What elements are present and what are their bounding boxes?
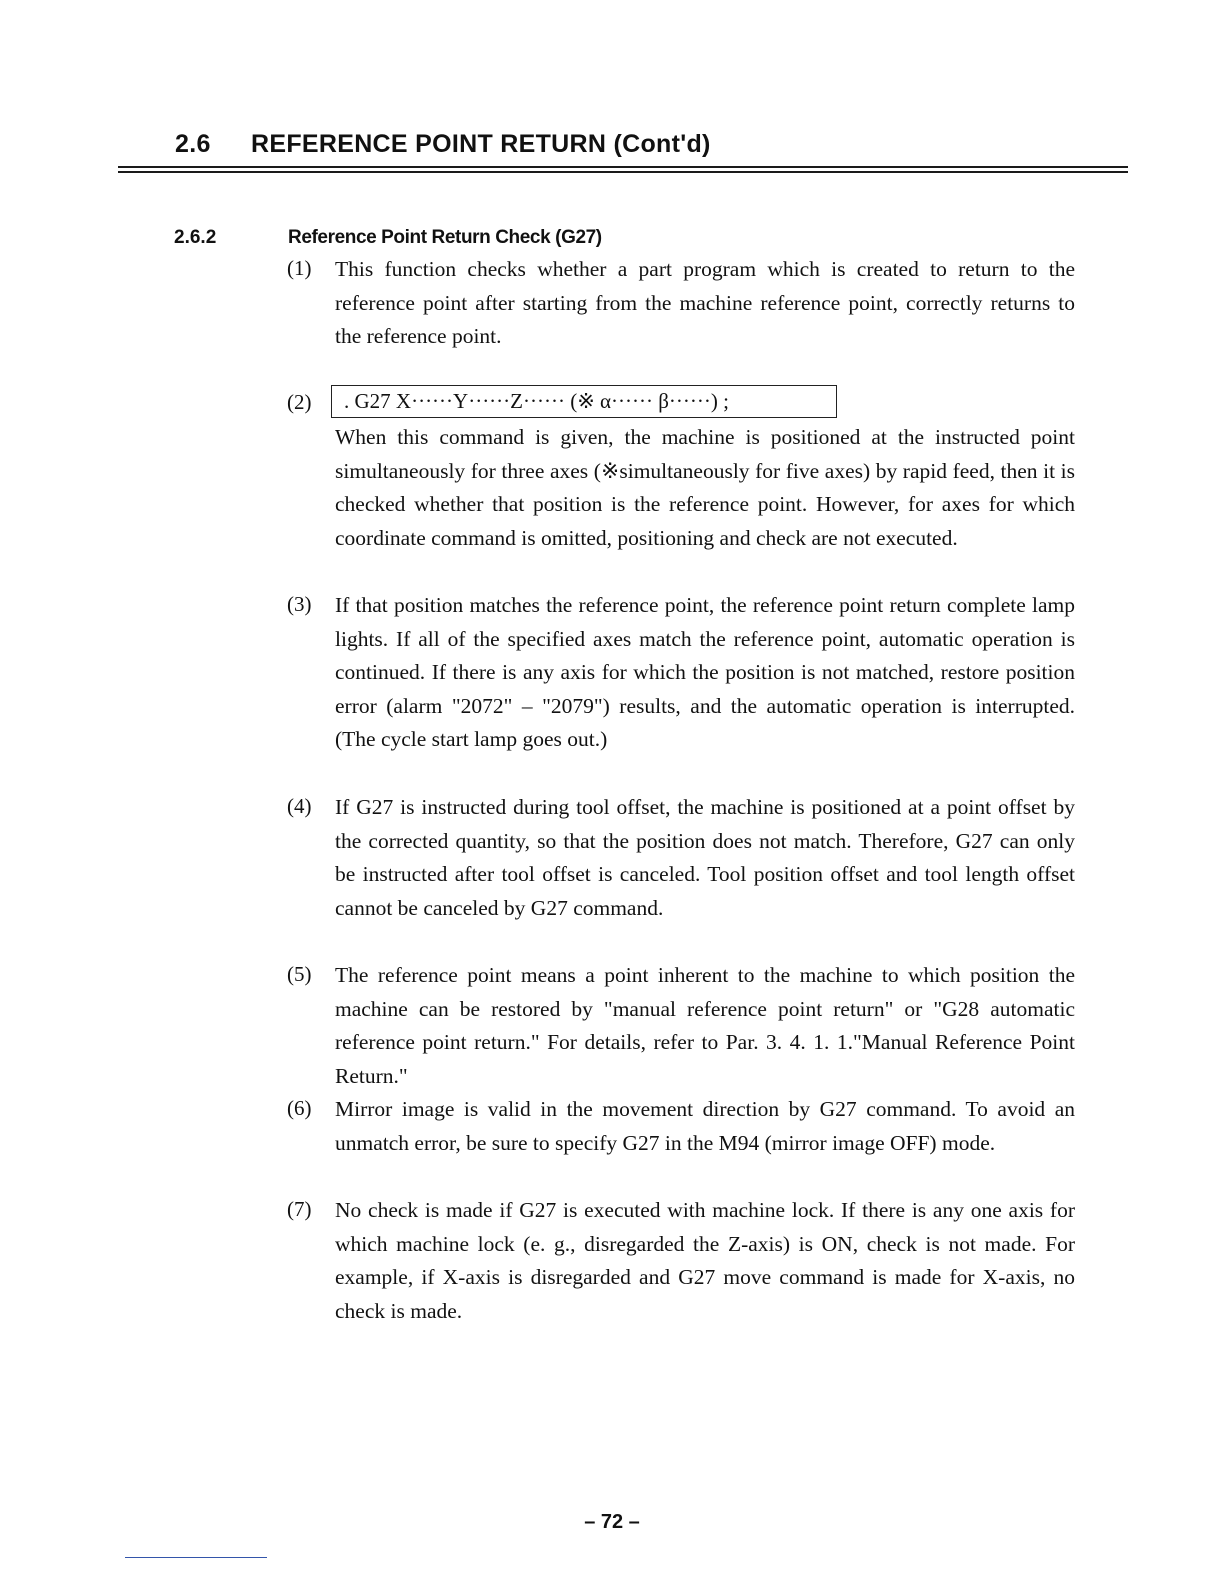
command-syntax-box: . G27 X······Y······Z······ (※ α······ β······) ; [331, 385, 837, 418]
item-body: This function checks whether a part program which is created to return to the reference point after starting from the machine reference point, correctly returns to the reference point. [335, 257, 1075, 348]
heading-rule-top [118, 166, 1128, 168]
item-body: If that position matches the reference point, the reference point return complete lamp lights. If all of the specified axes match the reference point, automatic operation is continued. If there is any axis for which the position is not matched, restore position error (alarm "2072" – "2079") results, and the automatic operation is interrupted. (The cycle start lamp goes out.) [335, 593, 1075, 751]
section-number: 2.6 [175, 130, 211, 158]
section-title: REFERENCE POINT RETURN (Cont'd) [251, 130, 711, 158]
item-label: (3) [287, 592, 312, 616]
subsection-title: Reference Point Return Check (G27) [288, 227, 602, 248]
heading-rule-bottom [118, 171, 1128, 173]
item-label: (6) [287, 1096, 312, 1120]
item-label: (1) [287, 256, 312, 280]
item-body: No check is made if G27 is executed with machine lock. If there is any one axis for which machine lock (e. g., disregarded the Z-axis) is ON, check is not made. For example, if X-axis is disregarded and G27 move command is made for X-axis, no check is made. [335, 1198, 1075, 1323]
item-body: If G27 is instructed during tool offset, the machine is positioned at a point offset by the corrected quantity, so that the position does not match. Therefore, G27 can only be instructed after tool offset is canceled. Tool position offset and tool length offset cannot be canceled by G27 command. [335, 795, 1075, 920]
page-number: – 72 – [584, 1511, 640, 1533]
section-heading [175, 130, 711, 159]
subsection-number: 2.6.2 [174, 227, 217, 248]
item-body: When this command is given, the machine is positioned at the instructed point simultaneously for three axes (※simultaneously for five axes) by rapid feed, then it is checked whether that position is the reference point. However, for axes for which coordinate command is omitted, positioning and check are not executed. [335, 425, 1075, 550]
item-label: (5) [287, 962, 312, 986]
item-label: (2) [287, 390, 312, 414]
item-label: (7) [287, 1197, 312, 1221]
item-body: Mirror image is valid in the movement direction by G27 command. To avoid an unmatch error, be sure to specify G27 in the M94 (mirror image OFF) mode. [335, 1097, 1075, 1155]
item-label: (4) [287, 794, 312, 818]
footer-mark [125, 1557, 267, 1558]
item-body: The reference point means a point inherent to the machine to which position the machine can be restored by "manual reference point return" or "G28 automatic reference point return." For details, refer to Par. 3. 4. 1. 1."Manual Reference Point Return." [335, 963, 1075, 1088]
